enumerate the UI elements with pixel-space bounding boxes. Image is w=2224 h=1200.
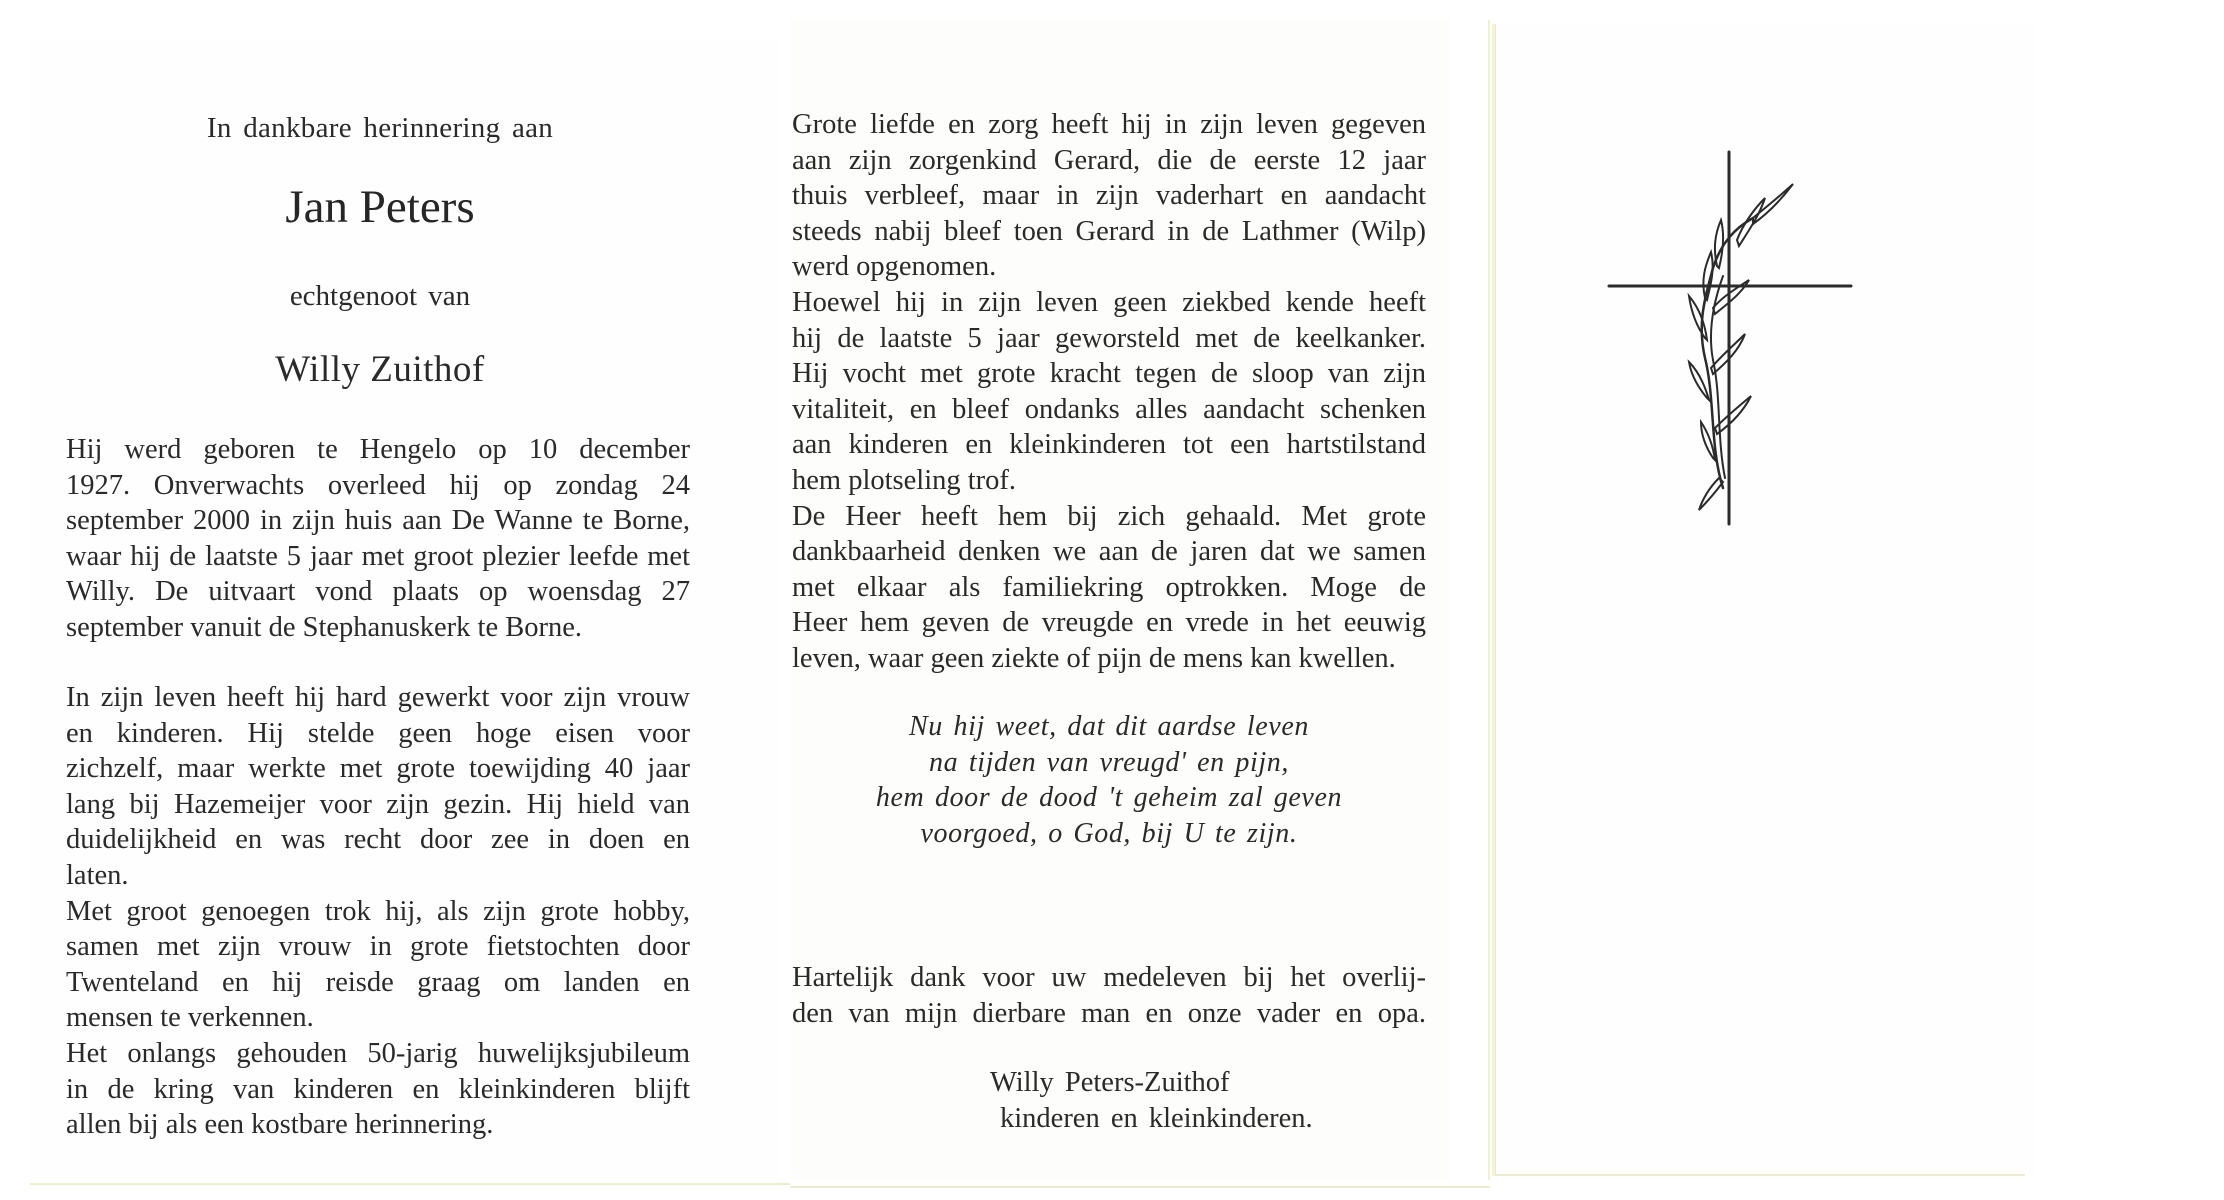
- text-line: 1927. Onverwachts overleed hij op zondag 24: [66, 469, 690, 501]
- poem-line: voorgoed, o God, bij U te zijn.: [920, 817, 1298, 849]
- text-line: dankbaarheid denken we aan de jaren dat we samen: [792, 536, 1426, 568]
- text-line: Hij vocht met grote kracht tegen de sloop van zijn: [792, 358, 1426, 390]
- text-line: Twenteland en hij reisde graag om landen en: [66, 966, 690, 998]
- text-line: waar hij de laatste 5 jaar met groot plezier leefde met: [66, 540, 690, 572]
- text-line: september 2000 in zijn huis aan De Wanne te Borne,: [66, 505, 690, 537]
- text-line: hem plotseling trof.: [792, 464, 1017, 496]
- text-line: werd opgenomen.: [792, 251, 997, 283]
- signature-family: kinderen en kleinkinderen.: [1000, 1103, 1313, 1134]
- poem-line: na tijden van vreugd' en pijn,: [929, 746, 1289, 778]
- poem-line: Nu hij weet, dat dit aardse leven: [909, 711, 1309, 742]
- text-line: In zijn leven heeft hij hard gewerkt voor zijn vrouw: [66, 682, 690, 713]
- text-line: Hartelijk dank voor uw medeleven bij het overlij-: [792, 962, 1426, 993]
- text-line: hij de laatste 5 jaar geworsteld met de keelkanker.: [792, 322, 1426, 354]
- text-line: steeds nabij bleef toen Gerard in de Lathmer (Wilp): [792, 215, 1426, 247]
- text-line: en kinderen. Hij stelde geen hoge eisen voor: [66, 717, 690, 749]
- text-line: september vanuit de Stephanuskerk te Borne.: [66, 611, 583, 643]
- spouse-label: echtgenoot van: [289, 280, 471, 312]
- poem-line: hem door de dood 't geheim zal geven: [875, 782, 1343, 814]
- text-line: met elkaar als familiekring optrokken. Moge de: [792, 571, 1426, 603]
- text-line: Hij werd geboren te Hengelo op 10 december: [66, 434, 690, 465]
- text-line: samen met zijn vrouw in grote fietstochten door: [66, 931, 690, 963]
- text-line: mensen te verkennen.: [66, 1002, 314, 1034]
- text-line: Grote liefde en zorg heeft hij in zijn leven gegeven: [792, 109, 1426, 140]
- text-line: aan kinderen en kleinkinderen tot een hartstilstand: [792, 429, 1426, 461]
- cross-with-palm-icon: [1605, 148, 1855, 528]
- text-line: Met groot genoegen trok hij, als zijn grote hobby,: [66, 895, 690, 927]
- text-line: zichzelf, maar werkte met grote toewijding 40 jaar: [66, 753, 690, 785]
- text-line: vitaliteit, en bleef ondanks alles aandacht schenken: [792, 393, 1426, 425]
- bottom-edge-right: [1495, 1174, 2025, 1176]
- text-line: lang bij Hazemeijer voor zijn gezin. Hij hield van: [66, 788, 690, 820]
- intro-text: In dankbare herinnering aan: [206, 112, 554, 144]
- biography-paragraph: [66, 432, 690, 646]
- text-line: leven, waar geen ziekte of pijn de mens kan kwellen.: [792, 642, 1396, 674]
- signature-name: Willy Peters-Zuithof: [990, 1067, 1230, 1098]
- bottom-edge-middle: [790, 1186, 1490, 1188]
- text-line: Heer hem geven de vreugde en vrede in het eeuwig: [792, 607, 1426, 639]
- life-paragraph: [66, 680, 690, 1143]
- text-line: laten.: [66, 859, 129, 891]
- spouse-name: Willy Zuithof: [275, 349, 485, 390]
- text-line: Het onlangs gehouden 50-jarig huwelijksjubileum: [66, 1037, 690, 1069]
- text-line: aan zijn zorgenkind Gerard, die de eerste 12 jaar: [792, 144, 1426, 176]
- thanks-paragraph: [792, 960, 1426, 1031]
- text-line: duidelijkheid en was recht door zee in doen en: [66, 824, 690, 856]
- text-line: De Heer heeft hem bij zich gehaald. Met grote: [792, 500, 1426, 532]
- text-line: Willy. De uitvaart vond plaats op woensdag 27: [66, 576, 690, 608]
- text-line: thuis verbleef, maar in zijn vaderhart en aandacht: [792, 180, 1426, 212]
- bottom-edge-left: [30, 1183, 790, 1185]
- text-line: den van mijn dierbare man en onze vader en opa.: [792, 997, 1426, 1029]
- signature-block: [990, 1065, 1313, 1137]
- deceased-name: Jan Peters: [285, 181, 475, 233]
- care-paragraph: [792, 107, 1426, 677]
- text-line: Hoewel hij in zijn leven geen ziekbed kende heeft: [792, 286, 1426, 318]
- text-line: in de kring van kinderen en kleinkinderen blijft: [66, 1073, 690, 1105]
- text-line: allen bij als een kostbare herinnering.: [66, 1109, 494, 1141]
- fold-line: [1488, 20, 1490, 1180]
- poem: [792, 709, 1426, 851]
